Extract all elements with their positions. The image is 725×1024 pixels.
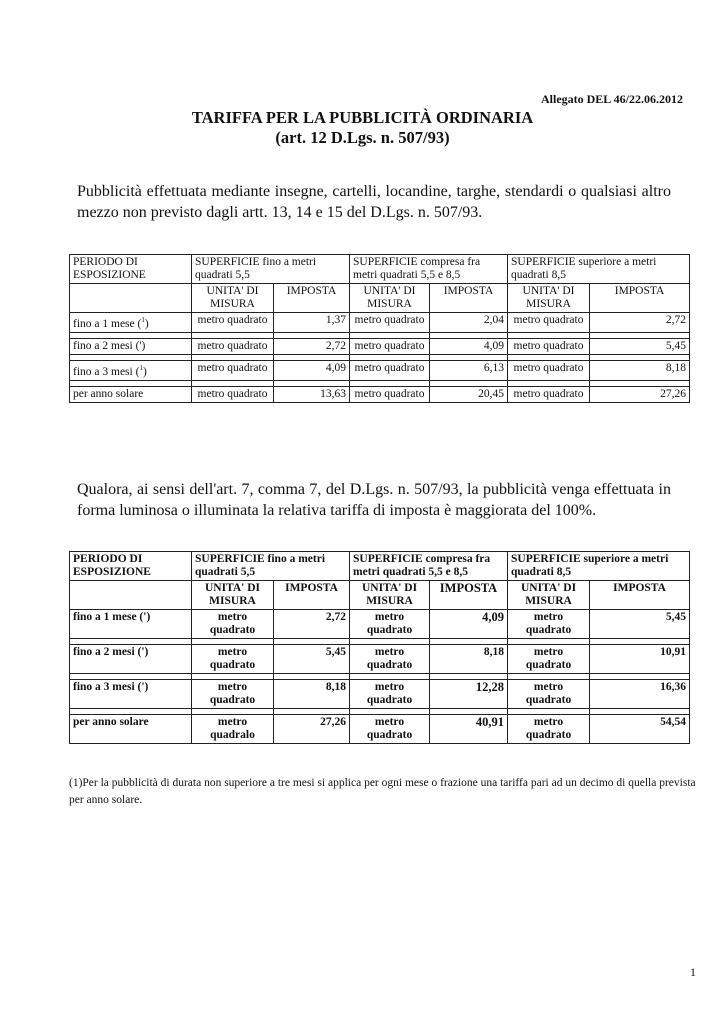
row-unit: metro quadrato [508,680,590,709]
header-group-3: SUPERFICIE superiore a metri quadrati 8,5 [508,552,690,581]
row-unit: metro quadrato [350,715,430,744]
row-period: fino a 3 mesi ($^1$) [70,360,192,380]
row-unit: metro quadrato [350,610,430,639]
row-unit: metro quadrato [508,313,590,333]
document-subtitle: (art. 12 D.Lgs. n. 507/93) [275,128,450,147]
row-tax: 54,54 [590,715,690,744]
row-tax: 2,72 [274,610,350,639]
table-row [70,386,690,402]
row-period: fino a 2 mesi (') [70,338,192,354]
table-row [70,680,690,709]
row-tax: 12,28 [430,680,508,709]
table-row [70,360,690,380]
page-number: 1 [690,965,696,979]
row-period: fino a 3 mesi (') [70,680,192,709]
table-row [70,715,690,744]
header-blank [70,284,192,313]
subheader-unit: UNITA' DI MISURA [350,284,430,313]
subheader-unit: UNITA' DI MISURA [350,581,430,610]
subheader-tax: IMPOSTA [590,284,690,313]
footnote: (1)Per la pubblicità di durata non superiore a tre mesi si applica per ogni mese o frazione una tariffa pari ad un decimo di quella prevista per anno solare. [69,777,696,806]
header-group-2: SUPERFICIE compresa fra metri quadrati 5,5 e 8,5 [350,552,508,581]
row-unit: metro quadrato [192,680,274,709]
row-unit: metro quadrato [508,715,590,744]
row-tax: 5,45 [274,645,350,674]
row-unit: metro quadrato [508,610,590,639]
row-unit: metro quadrato [192,338,274,354]
header-group-2: SUPERFICIE compresa fra metri quadrati 5,5 e 8,5 [350,255,508,284]
row-tax: 27,26 [590,386,690,402]
row-tax: 2,72 [274,338,350,354]
subheader-unit: UNITA' DI MISURA [192,581,274,610]
row-unit: metro quadrato [192,386,274,402]
row-unit: metro quadrato [350,313,430,333]
row-tax: 27,26 [274,715,350,744]
header-group-1: SUPERFICIE fino a metri quadrati 5,5 [192,552,350,581]
row-unit: metro quadrato [192,645,274,674]
document-title: TARIFFA PER LA PUBBLICITÀ ORDINARIA [191,108,534,127]
row-unit: metro quadrato [350,645,430,674]
header-group-1: SUPERFICIE fino a metri quadrati 5,5 [192,255,350,284]
row-unit: metro quadrato [350,386,430,402]
row-tax: 10,91 [590,645,690,674]
row-period: fino a 2 mesi (') [70,645,192,674]
row-tax: 5,45 [590,338,690,354]
table-subheader-row [70,284,690,313]
header-period: PERIODO DI ESPOSIZIONE [70,255,192,284]
tariff-table-ordinary [69,254,690,403]
header-blank [70,581,192,610]
allegato-reference: Allegato DEL 46/22.06.2012 [540,92,683,106]
table-header-row [70,552,690,581]
table-row [70,313,690,333]
table-header-row [70,255,690,284]
table-row [70,645,690,674]
header-period: PERIODO DI ESPOSIZIONE [70,552,192,581]
subheader-unit: UNITA' DI MISURA [508,284,590,313]
table-subheader-row [70,581,690,610]
subheader-tax: IMPOSTA [430,284,508,313]
subheader-unit: UNITA' DI MISURA [192,284,274,313]
subheader-tax: IMPOSTA [430,581,508,610]
row-tax: 8,18 [430,645,508,674]
row-tax: 4,09 [274,360,350,380]
row-unit: metro quadrato [192,360,274,380]
row-tax: 2,72 [590,313,690,333]
intro-paragraph: Pubblicità effettuata mediante insegne, cartelli, locandine, targhe, stendardi o qualsiasi altro mezzo non previsto dagli artt. 13, 14 e 15 del D.Lgs. n. 507/93. [77,183,671,221]
subheader-tax: IMPOSTA [274,284,350,313]
subheader-tax: IMPOSTA [590,581,690,610]
row-period: fino a 1 mese ($^1$) [70,313,192,333]
row-tax: 13,63 [274,386,350,402]
row-tax: 40,91 [430,715,508,744]
row-tax: 6,13 [430,360,508,380]
row-unit: metro quadrato [350,338,430,354]
row-tax: 4,09 [430,338,508,354]
row-unit: metro quadrato [350,360,430,380]
row-tax: 2,04 [430,313,508,333]
row-tax: 4,09 [430,610,508,639]
row-unit: metro quadrato [192,610,274,639]
row-unit: metro quadralo [192,715,274,744]
row-tax: 8,18 [274,680,350,709]
header-group-3: SUPERFICIE superiore a metri quadrati 8,5 [508,255,690,284]
row-unit: metro quadrato [508,645,590,674]
row-tax: 8,18 [590,360,690,380]
row-period: per anno solare [70,386,192,402]
row-unit: metro quadrato [350,680,430,709]
row-tax: 20,45 [430,386,508,402]
row-period: per anno solare [70,715,192,744]
row-tax: 16,36 [590,680,690,709]
tariff-table-illuminated [69,551,690,744]
row-unit: metro quadrato [508,386,590,402]
subheader-tax: IMPOSTA [274,581,350,610]
row-tax: 1,37 [274,313,350,333]
row-unit: metro quadrato [508,338,590,354]
row-tax: 5,45 [590,610,690,639]
row-period: fino a 1 mese (') [70,610,192,639]
table-row [70,610,690,639]
table-row [70,338,690,354]
row-unit: metro quadrato [192,313,274,333]
illuminated-paragraph: Qualora, ai sensi dell'art. 7, comma 7, del D.Lgs. n. 507/93, la pubblicità venga effettuata in forma luminosa o illuminata la relativa tariffa di imposta è maggiorata del 100%. [77,481,671,519]
row-unit: metro quadrato [508,360,590,380]
subheader-unit: UNITA' DI MISURA [508,581,590,610]
